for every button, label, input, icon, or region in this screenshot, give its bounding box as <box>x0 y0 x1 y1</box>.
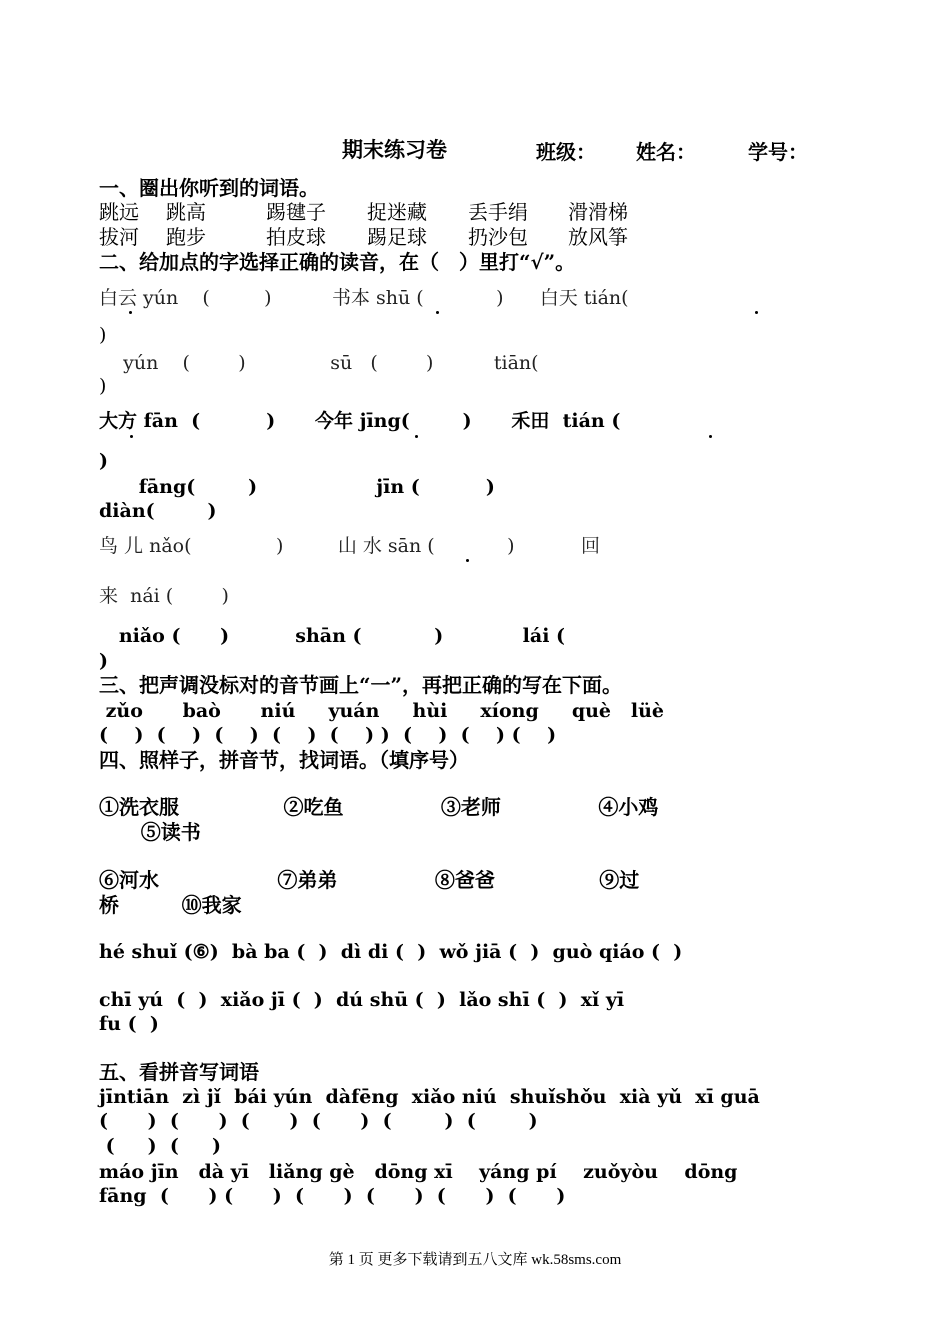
emphasis-dot <box>755 311 758 314</box>
q3-blanks: ( ) ( ) ( ) ( ) ( ) ) ( ) ( ) ( ) <box>99 724 557 746</box>
q5-row2-pinyin-b: fāng ( ) ( ) ( ) ( ) ( ) ( ) <box>99 1185 566 1207</box>
word: 捉迷藏 <box>367 200 427 224</box>
q2-group2-line2: fāng( ) jīn ( ) <box>99 476 495 498</box>
q5-row1-blanks: ( ) ( ) ( ) ( ) ( ) ( ) <box>99 1110 538 1132</box>
q3-heading: 三、把声调没标对的音节画上“一”，再把正确的写在下面。 <box>99 673 623 697</box>
q4-pinyin-row2: chī yú ( ) xiǎo jī ( ) dú shū ( ) lǎo shī ( ) xǐ yī <box>99 989 625 1011</box>
class-label: 班级： <box>536 140 596 164</box>
q2-group2-line1: 大方 fān ( ) 今年 jīng( ) 禾田 tián ( <box>99 410 621 432</box>
q5-row1-blanks-b: ( ) ( ) <box>99 1135 221 1157</box>
emphasis-dot <box>415 435 418 438</box>
q2-group2-line2b: diàn( ) <box>99 500 217 522</box>
q5-row1-pinyin: jīntiān zì jǐ bái yún dàfēng xiǎo niú shuǐshǒu xià yǔ xī guā <box>99 1086 760 1108</box>
q5-row2-pinyin: máo jīn dà yī liǎng gè dōng xī yáng pí zuǒyòu dōng <box>99 1161 738 1183</box>
q5-heading: 五、看拼音写词语 <box>99 1060 259 1084</box>
word: 跳高 <box>166 200 206 224</box>
emphasis-dot <box>466 559 469 562</box>
q2-heading: 二、给加点的字选择正确的读音，在（ ）里打“√”。 <box>99 250 576 274</box>
q2-group1-line1b: ) <box>99 324 107 346</box>
q4-words-row2b: 桥 ⑩我家 <box>99 893 242 917</box>
q2-group3-line1: 鸟 儿 nǎo( ) 山 水 sān ( ) 回 <box>99 535 600 557</box>
q4-words-row1: ①洗衣服 ②吃鱼 ③老师 ④小鸡 <box>99 795 659 819</box>
q4-heading: 四、照样子，拼音节，找词语。（填序号） <box>99 748 469 772</box>
page-footer: 第 1 页 更多下载请到五八文库 wk.58sms.com <box>328 1252 622 1268</box>
emphasis-dot <box>436 311 439 314</box>
q1-heading: 一、圈出你听到的词语。 <box>99 176 319 200</box>
q3-syllables: zǔo baò niú yuán hùi xíong què lüè <box>99 700 664 722</box>
q2-group1-line1: 白云 yún ( ) 书本 shū ( ) 白天 tián( <box>99 287 629 309</box>
word: 拔河 <box>99 225 139 249</box>
emphasis-dot <box>130 435 133 438</box>
word: 丢手绢 <box>468 200 528 224</box>
q2-group1-line2: yún ( ) sū ( ) tiān( <box>99 352 539 374</box>
word: 拍皮球 <box>266 225 326 249</box>
q4-pinyin-row1: hé shuǐ (⑥) bà ba ( ) dì di ( ) wǒ jiā ( ) guò qiáo ( ) <box>99 941 683 963</box>
word: 跳远 <box>99 200 139 224</box>
q2-group3-line2: 来 nái ( ) <box>99 585 229 607</box>
word: 踢足球 <box>367 225 427 249</box>
word: 扔沙包 <box>468 225 528 249</box>
emphasis-dot <box>129 311 132 314</box>
q4-pinyin-row2b: fu ( ) <box>99 1013 159 1035</box>
q2-group3-line3b: ) <box>99 650 108 672</box>
q4-words-row1b: ⑤读书 <box>99 820 201 844</box>
word: 踢毽子 <box>266 200 326 224</box>
word: 放风筝 <box>568 225 628 249</box>
q4-words-row2: ⑥河水 ⑦弟弟 ⑧爸爸 ⑨过 <box>99 868 640 892</box>
q2-group1-line2b: ) <box>99 375 107 397</box>
word: 跑步 <box>166 225 206 249</box>
emphasis-dot <box>709 435 712 438</box>
name-label: 姓名： <box>636 140 696 164</box>
word: 滑滑梯 <box>568 200 628 224</box>
student-number-label: 学号： <box>748 140 808 164</box>
page-title: 期末练习卷 <box>342 137 447 162</box>
q2-group2-line1b: ) <box>99 450 108 472</box>
q2-group3-line3: niǎo ( ) shān ( ) lái ( <box>99 625 566 647</box>
